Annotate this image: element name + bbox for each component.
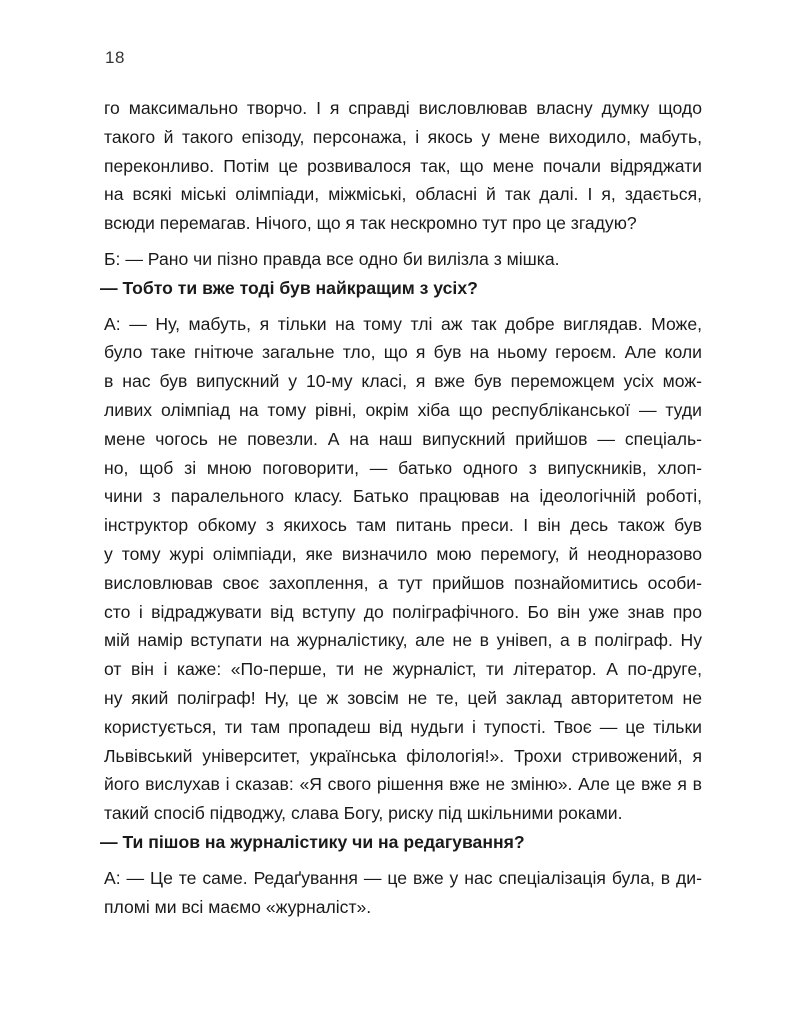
text-line: А: — Ну, мабуть, я тільки на тому тлі аж так добре виглядав. Може, [104,313,702,334]
paragraph-reply-b [104,245,702,274]
text-line: от він і каже: «По-перше, ти не журналіст, ти літератор. А по-друге, [104,659,702,680]
text-line: но, щоб зі мною поговорити, — батько одного з випускників, хлоп- [104,457,702,478]
text-line: А: — Це те саме. Редаґування — це вже у нас спеціалізація була, в ди- [104,867,702,888]
paragraph-answer-a [104,864,702,922]
text-line: інструктор обкому з якихось там питань преси. І він десь також був [104,515,702,536]
text-line: такого й такого епізоду, персонажа, і якось у мене виходило, мабуть, [104,126,702,147]
text-line: Б: — Рано чи пізно правда все одно би вилізла з мішка. [104,248,560,269]
paragraph-continuation [104,94,702,238]
text-line: Львівський університет, українська філологія!». Трохи стривожений, я [104,745,702,766]
paragraph-answer-a [104,310,702,828]
text-body [100,94,702,921]
text-line: такий спосіб підводжу, слава Богу, риску під шкільними роками. [104,803,623,824]
text-line: його вислухав і сказав: «Я свого рішення вже не зміню». Але це вже я в [104,774,702,795]
text-line: переконливо. Потім це розвивалося так, що мене почали відряджати [104,155,702,176]
interview-question: — Ти пішов на журналістику чи на редагування? [100,831,525,852]
text-line: всюди перемагав. Нічого, що я так нескромно тут про це згадую? [104,213,637,234]
text-line: користується, ти там пропадеш від нудьги і тупості. Твоє — це тільки [104,716,702,737]
text-line: сто і відраджувати від вступу до поліграфічного. Бо він уже знав про [104,601,702,622]
text-line: пломі ми всі маємо «журналіст». [104,896,372,917]
text-line: було таке гнітюче загальне тло, що я був на ньому героєм. Але коли [104,342,702,363]
text-line: мій намір вступати на журналістику, але не в унівеп, а в поліграф. Ну [104,630,702,651]
text-line: ливих олімпіад на тому рівні, окрім хіба що республіканської — туди [104,399,702,420]
text-line: на всякі міські олімпіади, міжміські, обласні й так далі. І я, здається, [104,184,702,205]
text-line: мене чогось не повезли. А на наш випускний прийшов — спеціаль- [104,428,702,449]
text-line: в нас був випускний у 10-му класі, я вже був переможцем усіх мож- [104,371,702,392]
interview-question: — Тобто ти вже тоді був найкращим з усіх? [100,277,478,298]
text-line: го максимально творчо. І я справді висловлював власну думку щодо [104,98,702,118]
text-line: висловлював своє захоплення, а тут прийшов познайомитись особи- [104,572,702,593]
text-line: у тому журі олімпіади, яке визначило мою перемогу, й неодноразово [104,543,702,564]
text-line: чини з паралельного класу. Батько працював на ідеологічній роботі, [104,486,702,507]
text-line: ну який поліграф! Ну, це ж зовсім не те, цей заклад авторитетом не [104,687,702,708]
page-number: 18 [105,48,125,67]
